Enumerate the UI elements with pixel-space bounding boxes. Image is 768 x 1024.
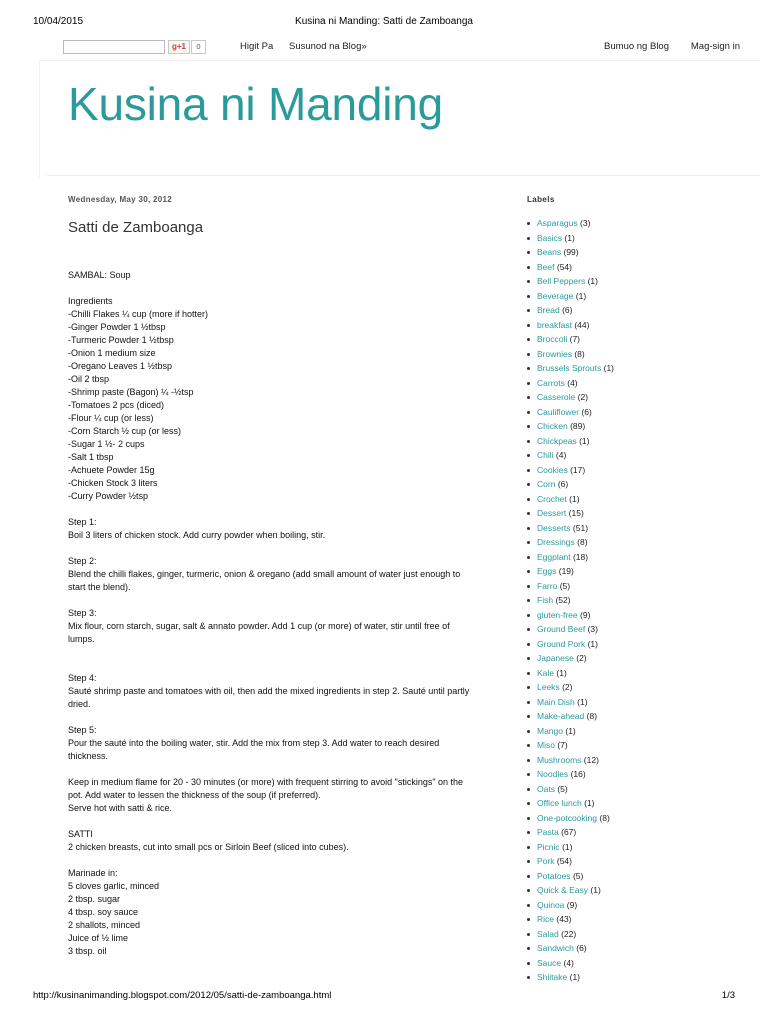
label-count: (3): [580, 218, 591, 228]
label-link[interactable]: Eggplant: [537, 551, 571, 562]
label-count: (44): [574, 319, 590, 330]
label-count: (54): [556, 856, 572, 866]
label-count: (1): [584, 798, 595, 808]
label-link[interactable]: Dessert: [537, 508, 567, 518]
label-item: [527, 840, 752, 855]
sign-in-link[interactable]: Mag-sign in: [690, 41, 740, 52]
label-link[interactable]: Shiitake: [537, 972, 568, 982]
label-link[interactable]: Quinoa: [537, 899, 565, 910]
label-item: [527, 970, 752, 985]
label-link[interactable]: Eggs: [537, 566, 557, 576]
label-item: [527, 637, 752, 652]
label-link[interactable]: Chickpeas: [537, 435, 577, 446]
post-line: 3 tbsp. oil: [68, 946, 107, 956]
post-line: Keep in medium flame for 20 - 30 minutes (or more) with frequent stirring to avoid "stickings" on the: [68, 777, 464, 787]
label-count: (1): [577, 696, 588, 707]
navbar-search-input[interactable]: [63, 40, 165, 54]
post-line: 4 tbsp. soy sauce: [68, 907, 139, 917]
label-link[interactable]: Office lunch: [537, 798, 582, 808]
paragraph-gap: [68, 763, 488, 776]
label-count: (67): [561, 827, 577, 837]
label-count: (1): [575, 290, 587, 301]
label-item: [527, 883, 752, 898]
label-item: [527, 463, 752, 478]
label-count: (19): [558, 566, 574, 576]
print-page-title: Kusina ni Manding: Satti de Zamboanga: [295, 16, 473, 27]
label-count: (17): [570, 464, 586, 475]
label-link[interactable]: Chicken: [537, 421, 568, 431]
label-count: (1): [603, 363, 615, 373]
print-footer: [33, 990, 735, 1001]
label-item: [527, 521, 752, 536]
paragraph-gap: [68, 503, 488, 516]
label-link[interactable]: Desserts: [537, 522, 571, 533]
label-link[interactable]: Quick & Easy: [537, 885, 589, 895]
label-count: (4): [555, 450, 567, 460]
label-item: [527, 216, 752, 231]
label-item: [527, 434, 752, 449]
label-count: (6): [557, 479, 569, 489]
paragraph-gap: [68, 594, 488, 607]
post-line: -Chicken Stock 3 liters: [68, 478, 158, 488]
label-count: (4): [567, 377, 578, 388]
post-line: pot. Add water to lessen the thickness of the soup (if preferred).: [68, 790, 321, 800]
paragraph-gap: [68, 646, 488, 659]
post-date: Wednesday, May 30, 2012: [68, 195, 172, 204]
label-item: [527, 419, 752, 434]
label-link[interactable]: Broccoli: [537, 334, 568, 344]
label-item: [527, 579, 752, 594]
label-count: (5): [572, 870, 584, 881]
label-item: [527, 405, 752, 420]
label-link[interactable]: Beverage: [537, 290, 574, 301]
label-item: [527, 680, 752, 695]
post-line: Step 1:: [68, 517, 97, 527]
post-line: lumps.: [68, 634, 95, 644]
label-item: [527, 376, 752, 391]
labels-heading: Labels: [527, 195, 555, 204]
post-line: 2 shallots, minced: [68, 920, 141, 930]
post-line: Boil 3 liters of chicken stock. Add curry powder when boiling, stir.: [68, 530, 326, 540]
label-item: [527, 811, 752, 826]
label-count: (4): [563, 957, 574, 968]
label-item: [527, 506, 752, 521]
label-item: [527, 332, 752, 347]
label-item: [527, 593, 752, 608]
label-count: (9): [566, 899, 578, 910]
blogger-navbar: [63, 40, 740, 54]
label-item: [527, 753, 752, 768]
label-count: (8): [577, 537, 588, 547]
content-divider: [47, 175, 760, 176]
label-item: [527, 724, 752, 739]
label-count: (5): [557, 783, 568, 794]
label-item: [527, 303, 752, 318]
label-item: [527, 898, 752, 913]
label-item: [527, 448, 752, 463]
label-item: [527, 956, 752, 971]
label-item: [527, 274, 752, 289]
label-count: (22): [561, 928, 577, 939]
label-item: [527, 767, 752, 782]
post-line: -Flour ¼ cup (or less): [68, 413, 154, 423]
post-line: Sauté shrimp paste and tomatoes with oil, then add the mixed ingredients in step 2. Sauté until partly: [68, 686, 470, 696]
post-line: -Chilli Flakes ¼ cup (more if hotter): [68, 309, 209, 319]
label-link[interactable]: Kale: [537, 667, 555, 678]
label-link[interactable]: Beef: [537, 261, 555, 272]
label-count: (5): [559, 580, 571, 591]
label-count: (6): [576, 943, 587, 953]
blog-post: [68, 195, 488, 958]
label-item: [527, 651, 752, 666]
header-left-border: [39, 60, 40, 178]
header-divider: [39, 60, 760, 61]
label-link[interactable]: Ground Beef: [537, 624, 586, 634]
post-line: start the blend).: [68, 582, 131, 592]
post-line: -Sugar 1 ½- 2 cups: [68, 439, 145, 449]
label-count: (1): [587, 638, 598, 649]
label-item: [527, 927, 752, 942]
label-item: [527, 912, 752, 927]
label-item: [527, 492, 752, 507]
create-blog-link[interactable]: Bumuo ng Blog: [604, 41, 669, 52]
labels-list: [527, 216, 752, 985]
post-line: thickness.: [68, 751, 109, 761]
post-line: Marinade in:: [68, 868, 118, 878]
google-plus-count: 0: [191, 40, 206, 54]
label-count: (16): [570, 769, 586, 779]
label-count: (7): [569, 334, 580, 344]
paragraph-gap: [68, 542, 488, 555]
label-item: [527, 289, 752, 304]
post-line: -Shrimp paste (Bagon) ¼ -½tsp: [68, 387, 194, 397]
post-line: Pour the sauté into the boiling water, stir. Add the mix from step 3. Add water to reach desired: [68, 738, 440, 748]
label-link[interactable]: Sandwich: [537, 943, 574, 953]
label-item: [527, 550, 752, 565]
label-item: [527, 477, 752, 492]
post-body: [68, 269, 488, 958]
label-item: [527, 854, 752, 869]
label-item: [527, 260, 752, 275]
label-link[interactable]: Picnic: [537, 841, 560, 852]
label-count: (15): [568, 508, 584, 518]
label-link[interactable]: Make-ahead: [537, 711, 585, 721]
label-count: (1): [562, 841, 573, 852]
post-line: -Tomatoes 2 pcs (diced): [68, 400, 165, 410]
post-line: 2 chicken breasts, cut into small pcs or Sirloin Beef (sliced into cubes).: [68, 842, 349, 852]
paragraph-gap: [68, 659, 488, 672]
label-count: (1): [569, 972, 581, 982]
label-count: (1): [590, 885, 601, 895]
post-line: -Oil 2 tbsp: [68, 374, 110, 384]
label-link[interactable]: Oats: [537, 783, 555, 794]
label-item: [527, 941, 752, 956]
post-line: -Curry Powder ½tsp: [68, 491, 149, 501]
post-line: -Salt 1 tbsp: [68, 452, 114, 462]
label-item: [527, 709, 752, 724]
label-item: [527, 361, 752, 376]
label-link[interactable]: breakfast: [537, 319, 572, 330]
label-item: [527, 318, 752, 333]
label-count: (2): [576, 653, 587, 663]
print-date: 10/04/2015: [33, 16, 84, 27]
google-plus-one-button[interactable]: g+1: [168, 40, 190, 54]
label-link[interactable]: Bell Peppers: [537, 276, 586, 286]
label-link[interactable]: Pasta: [537, 827, 559, 837]
post-line: -Corn Starch ½ cup (or less): [68, 426, 182, 436]
label-count: (8): [599, 812, 610, 823]
label-count: (7): [557, 740, 568, 750]
label-link[interactable]: Sauce: [537, 957, 562, 968]
label-count: (9): [580, 609, 591, 620]
label-count: (1): [556, 667, 567, 678]
label-count: (2): [577, 392, 589, 402]
label-count: (18): [572, 551, 589, 562]
post-title[interactable]: Satti de Zamboanga: [68, 219, 204, 236]
post-line: SAMBAL: Soup: [68, 270, 131, 280]
post-line: 2 tbsp. sugar: [68, 894, 121, 904]
label-link[interactable]: Mango: [537, 725, 563, 736]
label-count: (2): [562, 682, 573, 692]
label-count: (54): [556, 261, 572, 272]
label-item: [527, 347, 752, 362]
label-item: [527, 608, 752, 623]
label-item: [527, 738, 752, 753]
post-line: -Onion 1 medium size: [68, 348, 156, 358]
post-line: Ingredients: [68, 296, 113, 306]
post-line: Step 3:: [68, 608, 97, 618]
label-count: (1): [564, 232, 575, 243]
label-link[interactable]: Asparagus: [537, 218, 578, 228]
sidebar: [527, 195, 752, 985]
label-link[interactable]: Chili: [537, 450, 554, 460]
next-blog-link[interactable]: Susunod na Blog»: [289, 41, 367, 52]
post-line: Step 4:: [68, 673, 97, 683]
label-item: [527, 390, 752, 405]
post-line: Blend the chilli flakes, ginger, turmeric, onion & oregano (add small amount of water just enough to: [68, 569, 461, 579]
label-count: (52): [555, 595, 571, 605]
post-line: -Ginger Powder 1 ½tbsp: [68, 322, 166, 332]
post-line: -Oregano Leaves 1 ½tbsp: [68, 361, 173, 371]
post-line: SATTI: [68, 829, 93, 839]
label-link[interactable]: Salad: [537, 928, 559, 939]
paragraph-gap: [68, 854, 488, 867]
label-item: [527, 695, 752, 710]
label-count: (8): [574, 348, 585, 359]
label-item: [527, 825, 752, 840]
label-link[interactable]: Pork: [537, 856, 555, 866]
label-link[interactable]: Noodles: [537, 769, 569, 779]
label-link[interactable]: gluten-free: [537, 609, 578, 620]
label-link[interactable]: Rice: [537, 914, 555, 924]
label-item: [527, 231, 752, 246]
label-count: (1): [579, 435, 590, 446]
label-item: [527, 245, 752, 260]
post-line: Serve hot with satti & rice.: [68, 803, 173, 813]
label-count: (1): [565, 725, 576, 736]
label-count: (89): [570, 421, 586, 431]
print-url: http://kusinanimanding.blogspot.com/2012/05/satti-de-zamboanga.html: [33, 990, 332, 1001]
post-line: Step 2:: [68, 556, 97, 566]
print-page-number: 1/3: [721, 990, 735, 1001]
label-item: [527, 796, 752, 811]
label-count: (51): [572, 522, 589, 533]
label-item: [527, 564, 752, 579]
label-link[interactable]: Potatoes: [537, 870, 571, 881]
label-item: [527, 666, 752, 681]
paragraph-gap: [68, 711, 488, 724]
label-link[interactable]: Cauliflower: [537, 406, 580, 417]
post-line: Juice of ½ lime: [68, 933, 129, 943]
label-item: [527, 622, 752, 637]
label-count: (99): [563, 247, 579, 257]
label-count: (3): [587, 624, 598, 634]
paragraph-gap: [68, 282, 488, 295]
more-link[interactable]: Higit Pa: [240, 41, 274, 52]
label-link[interactable]: Cookies: [537, 464, 568, 475]
label-link[interactable]: Bread: [537, 305, 560, 315]
label-count: (6): [581, 406, 592, 417]
label-link[interactable]: Ground Pork: [537, 638, 586, 649]
post-line: -Achuete Powder 15g: [68, 465, 155, 475]
label-link[interactable]: Crochet: [537, 493, 567, 504]
label-link[interactable]: Mushrooms: [537, 754, 582, 765]
label-count: (1): [569, 493, 580, 504]
label-link[interactable]: Beans: [537, 247, 562, 257]
label-link[interactable]: One-potcooking: [537, 812, 598, 823]
label-item: [527, 535, 752, 550]
label-link[interactable]: Brownies: [537, 348, 572, 359]
label-item: [527, 782, 752, 797]
post-line: dried.: [68, 699, 91, 709]
label-link[interactable]: Main Dish: [537, 696, 575, 707]
post-line: -Turmeric Powder 1 ½tbsp: [68, 335, 174, 345]
label-link[interactable]: Fish: [537, 595, 554, 605]
label-link[interactable]: Casserole: [537, 392, 576, 402]
paragraph-gap: [68, 815, 488, 828]
label-link[interactable]: Farro: [537, 580, 558, 591]
label-link[interactable]: Leeks: [537, 682, 560, 692]
label-count: (1): [587, 276, 598, 286]
label-link[interactable]: Japanese: [537, 653, 574, 663]
label-link[interactable]: Carrots: [537, 377, 565, 388]
post-line: Mix flour, corn starch, sugar, salt & annato powder. Add 1 cup (or more) of water, stir until free of: [68, 621, 450, 631]
label-count: (8): [586, 711, 598, 721]
label-count: (6): [562, 305, 573, 315]
blog-title[interactable]: Kusina ni Manding: [68, 78, 444, 130]
post-line: Step 5:: [68, 725, 97, 735]
label-count: (12): [583, 754, 599, 765]
label-link[interactable]: Miso: [537, 740, 555, 750]
label-link[interactable]: Brussels Sprouts: [537, 363, 602, 373]
label-count: (43): [556, 914, 572, 924]
label-link[interactable]: Corn: [537, 479, 556, 489]
label-item: [527, 869, 752, 884]
label-link[interactable]: Dressings: [537, 537, 575, 547]
post-line: 5 cloves garlic, minced: [68, 881, 160, 891]
label-link[interactable]: Basics: [537, 232, 563, 243]
